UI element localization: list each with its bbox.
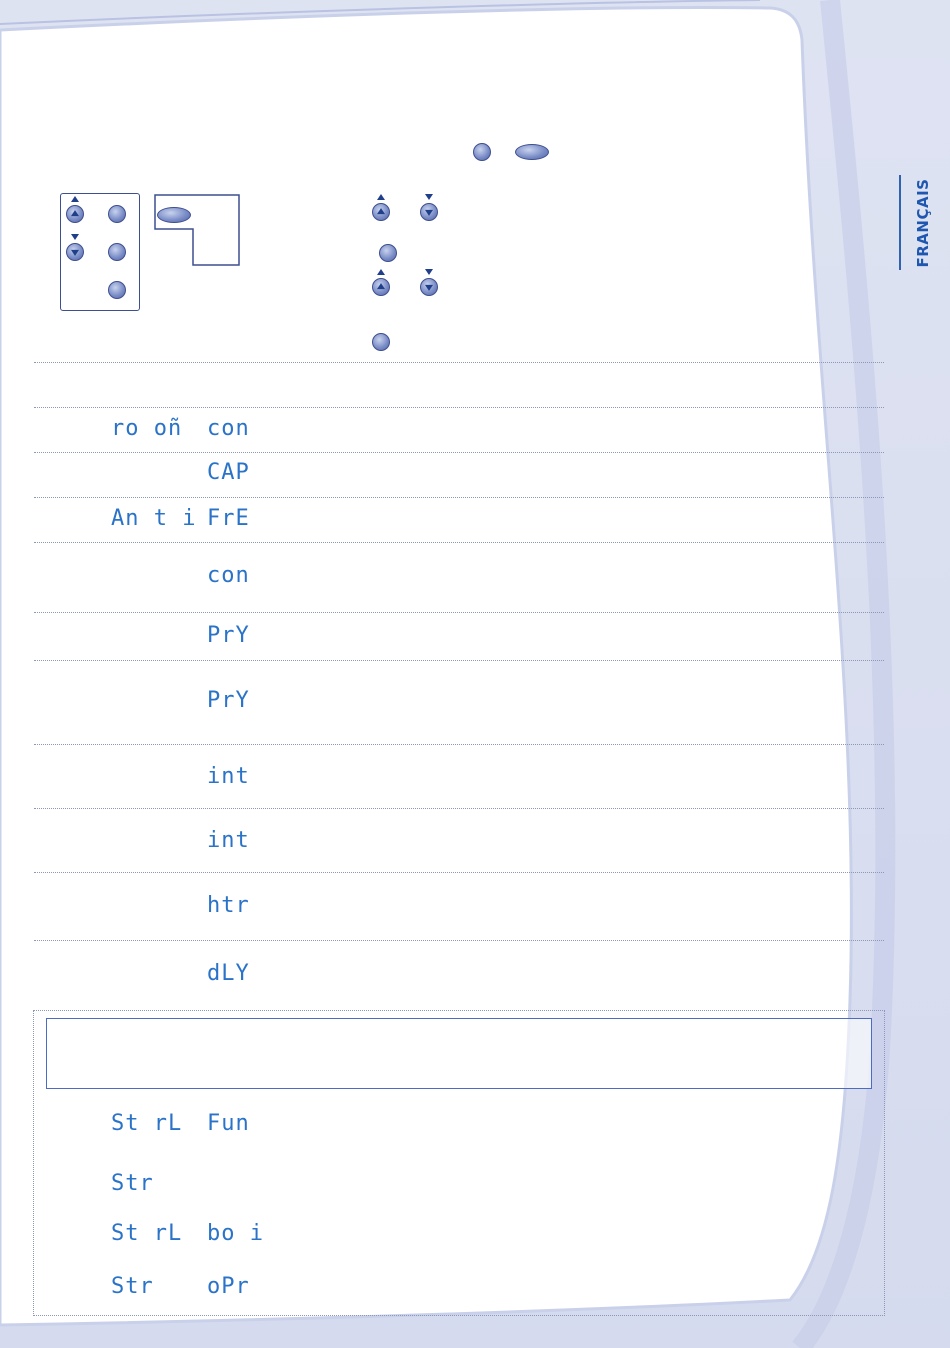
lcd-code: Fun <box>207 1111 250 1136</box>
lcd-code: int <box>207 828 250 853</box>
up-arrow-button-icon <box>66 205 84 223</box>
round-button-icon <box>379 244 397 262</box>
lcd-code: CAP <box>207 460 250 485</box>
lcd-code: Str <box>111 1171 154 1196</box>
oval-button-icon <box>515 144 549 160</box>
lcd-code: FrE <box>207 506 250 531</box>
table-rule <box>34 940 884 941</box>
down-arrow-button-icon <box>420 203 438 221</box>
table-rule <box>34 407 884 408</box>
round-button-icon <box>473 143 491 161</box>
lcd-code: St rL <box>111 1111 183 1136</box>
remote-illustration-right <box>152 192 242 268</box>
round-button-icon <box>108 281 126 299</box>
up-arrow-button-icon <box>372 278 390 296</box>
down-arrow-button-icon <box>66 243 84 261</box>
table-rule <box>34 744 884 745</box>
lcd-code: con <box>207 416 250 441</box>
table-rule <box>34 542 884 543</box>
table-rule <box>34 497 884 498</box>
lcd-code: PrY <box>207 688 250 713</box>
lcd-code: St rL <box>111 1221 183 1246</box>
language-tab-label: FRANÇAIS <box>914 178 932 267</box>
language-tab <box>899 175 941 270</box>
lcd-code: An t i <box>111 506 197 531</box>
down-arrow-button-icon <box>420 278 438 296</box>
lcd-code: ro oñ <box>111 416 183 441</box>
lcd-code: PrY <box>207 623 250 648</box>
round-button-icon <box>108 243 126 261</box>
up-arrow-button-icon <box>372 203 390 221</box>
oval-button-icon <box>157 207 191 223</box>
lcd-code: oPr <box>207 1274 250 1299</box>
round-button-icon <box>372 333 390 351</box>
lcd-code: dLY <box>207 961 250 986</box>
round-button-icon <box>108 205 126 223</box>
lcd-code: int <box>207 764 250 789</box>
table-rule <box>34 872 884 873</box>
lcd-code: Str <box>111 1274 154 1299</box>
notice-box <box>46 1018 872 1089</box>
table-rule <box>34 660 884 661</box>
lcd-code: htr <box>207 893 250 918</box>
table-rule <box>34 808 884 809</box>
table-rule <box>34 452 884 453</box>
table-rule <box>34 362 884 363</box>
lcd-code: con <box>207 563 250 588</box>
table-rule <box>34 612 884 613</box>
lcd-code: bo i <box>207 1221 264 1246</box>
